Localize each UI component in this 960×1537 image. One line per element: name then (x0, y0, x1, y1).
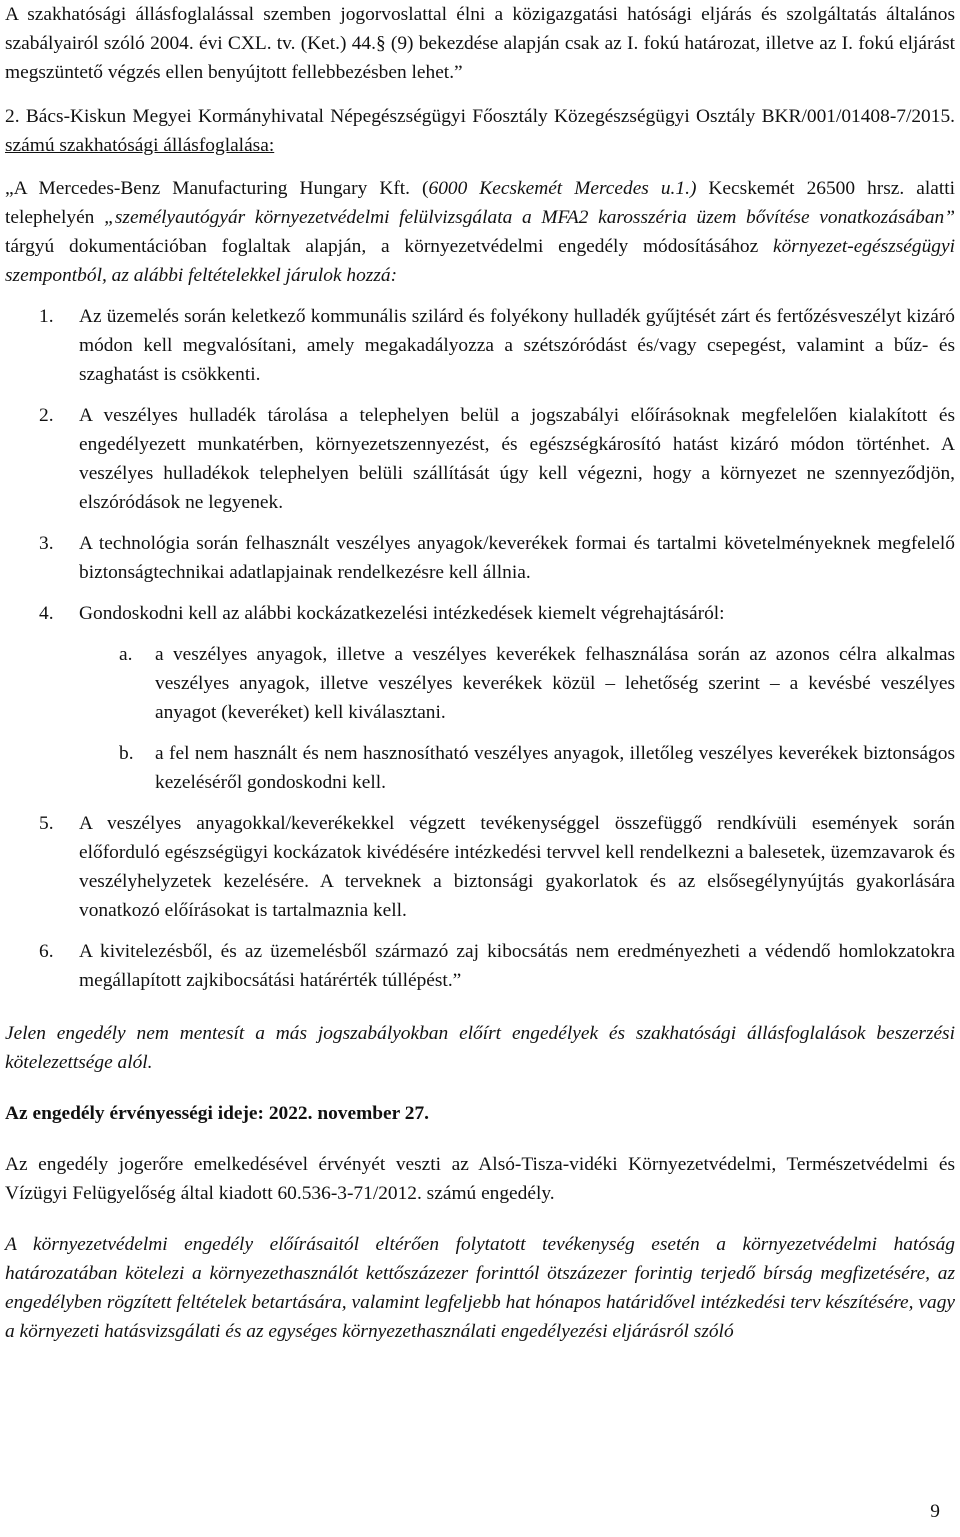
company-part3: tárgyú dokumentációban foglaltak alapján, a környezetvédelmi engedély módosításához (5, 236, 773, 257)
condition-text: A veszélyes anyagokkal/keverékekkel végzett tevékenységgel összefüggő rendkívüli események során előforduló egészségügyi kockázatok kivédésére intézkedési tervvel kell rendelkezni a balesetek, üzemzavarok és veszélyhelyzetek kezelésére. A terveknek a biztonsági gyakorlatok és az elsősegélynyújtás gyakorlására vonatkozó előírásokat is tartalmaznia kell. (79, 813, 955, 921)
page-number: 9 (930, 1501, 940, 1522)
conditions-list (5, 302, 955, 995)
section-2-number: 2. (5, 106, 20, 127)
sub-item (79, 640, 955, 727)
section-2-underlined: számú szakhatósági állásfoglalása: (5, 135, 275, 156)
sub-item (79, 739, 955, 797)
condition-number: 4. (39, 603, 54, 624)
document-page (5, 0, 955, 1346)
section-2-text: Bács-Kiskun Megyei Kormányhivatal Népegészségügyi Főosztály Közegészségügyi Osztály BKR/001/01408-7/2015. (19, 106, 955, 127)
condition-number: 6. (39, 941, 54, 962)
company-paragraph (5, 174, 955, 290)
penalty-paragraph: A környezetvédelmi engedély előírásaitól eltérően folytatott tevékenység esetén a környezetvédelmi hatóság határozatában kötelezi a környezethasználót kettőszázezer forinttól ötszázezer forintig terjedő bírság megfizetésére, az engedélyben rögzített feltételek betartására, valamint legfeljebb hat hónapos határidővel intézkedési terv készítésére, vagy a környezeti hatásvizsgálati és az egységes környezethasználati engedélyezési eljárásról szóló (5, 1234, 955, 1342)
condition-text: A kivitelezésből, és az üzemelésből származó zaj kibocsátás nem eredményezheti a védendő homlokzatokra megállapított zajkibocsátási határérték túllépést.” (79, 941, 955, 991)
condition-text: Az üzemelés során keletkező kommunális szilárd és folyékony hulladék gyűjtését zárt és fertőzésveszélyt kizáró módon kell megvalósítani, amely megakadályozza a szétszóródást és/vagy csepegést, valamint a bűz- és szaghatást is csökkenti. (79, 306, 955, 385)
sub-items-list (79, 640, 955, 797)
exemption-note: Jelen engedély nem mentesít a más jogszabályokban előírt engedélyek és szakhatósági állásfoglalások beszerzési kötelezettsége alól. (5, 1023, 955, 1073)
condition-text: A technológia során felhasznált veszélyes anyagok/keverékek formai és tartalmi követelményeknek megfelelő biztonságtechnikai adatlapjainak rendelkezésre kell állnia. (79, 533, 955, 583)
sub-item-letter: a. (119, 644, 133, 665)
section-2-heading (5, 102, 955, 160)
condition-text: A veszélyes hulladék tárolása a telephelyen belül a jogszabályi előírásoknak megfelelően kialakított és engedélyezett munkatérben, környezetszennyezést, és egészségkárosító hatást kizáró módon történhet. A veszélyes hulladékok telephelyen belüli szállítását úgy kell végezni, hogy a környezet ne szennyeződjön, elszóródások ne legyenek. (79, 405, 955, 513)
condition-item (5, 937, 955, 995)
company-project: „személyautógyár környezetvédelmi felülvizsgálata a MFA2 karosszéria üzem bővítése vonatkozásában” (104, 207, 956, 228)
sub-item-text: a fel nem használt és nem hasznosítható veszélyes anyagok, illetőleg veszélyes keverékek biztonságos kezeléséről gondoskodni kell. (155, 743, 955, 793)
company-closing: környezet-egészségügyi szempontból, az alábbi feltételekkel járulok hozzá: (5, 236, 955, 286)
sub-item-text: a veszélyes anyagok, illetve a veszélyes keverékek felhasználása során az azonos célra alkalmas veszélyes anyagok, illetve veszélyes keverékek közül – lehetőség szerint – a kevésbé veszélyes anyagot (keveréket) kell kiválasztani. (155, 644, 955, 723)
validity-statement: Az engedély érvényességi ideje: 2022. november 27. (5, 1103, 429, 1124)
company-part2: Kecskemét 26500 hrsz. alatti telephelyén (5, 178, 956, 228)
revocation-statement: Az engedély jogerőre emelkedésével érvényét veszti az Alsó-Tisza-vidéki Környezetvédelmi, Természetvédelmi és Vízügyi Felügyelőség által kiadott 60.536-3-71/2012. számú engedély. (5, 1154, 955, 1204)
condition-number: 5. (39, 813, 54, 834)
condition-item (5, 302, 955, 389)
condition-item (5, 809, 955, 925)
company-part1: „A Mercedes-Benz Manufacturing Hungary Kft. ( (5, 178, 429, 199)
condition-number: 1. (39, 306, 54, 327)
condition-number: 2. (39, 405, 54, 426)
company-address: 6000 Kecskemét Mercedes u.1.) (428, 178, 697, 199)
intro-paragraph: A szakhatósági állásfoglalással szemben jogorvoslattal élni a közigazgatási hatósági eljárás és szolgáltatás általános szabályairól szóló 2004. évi CXL. tv. (Ket.) 44.§ (9) bekezdése alapján csak az I. fokú határozat, illetve az I. fokú eljárást megszüntető végzés ellen benyújtott fellebbezésben lehet.” (5, 4, 955, 83)
condition-number: 3. (39, 533, 54, 554)
sub-item-letter: b. (119, 743, 134, 764)
condition-item (5, 401, 955, 517)
condition-item (5, 599, 955, 797)
condition-item (5, 529, 955, 587)
condition-text: Gondoskodni kell az alábbi kockázatkezelési intézkedések kiemelt végrehajtásáról: (79, 603, 725, 624)
